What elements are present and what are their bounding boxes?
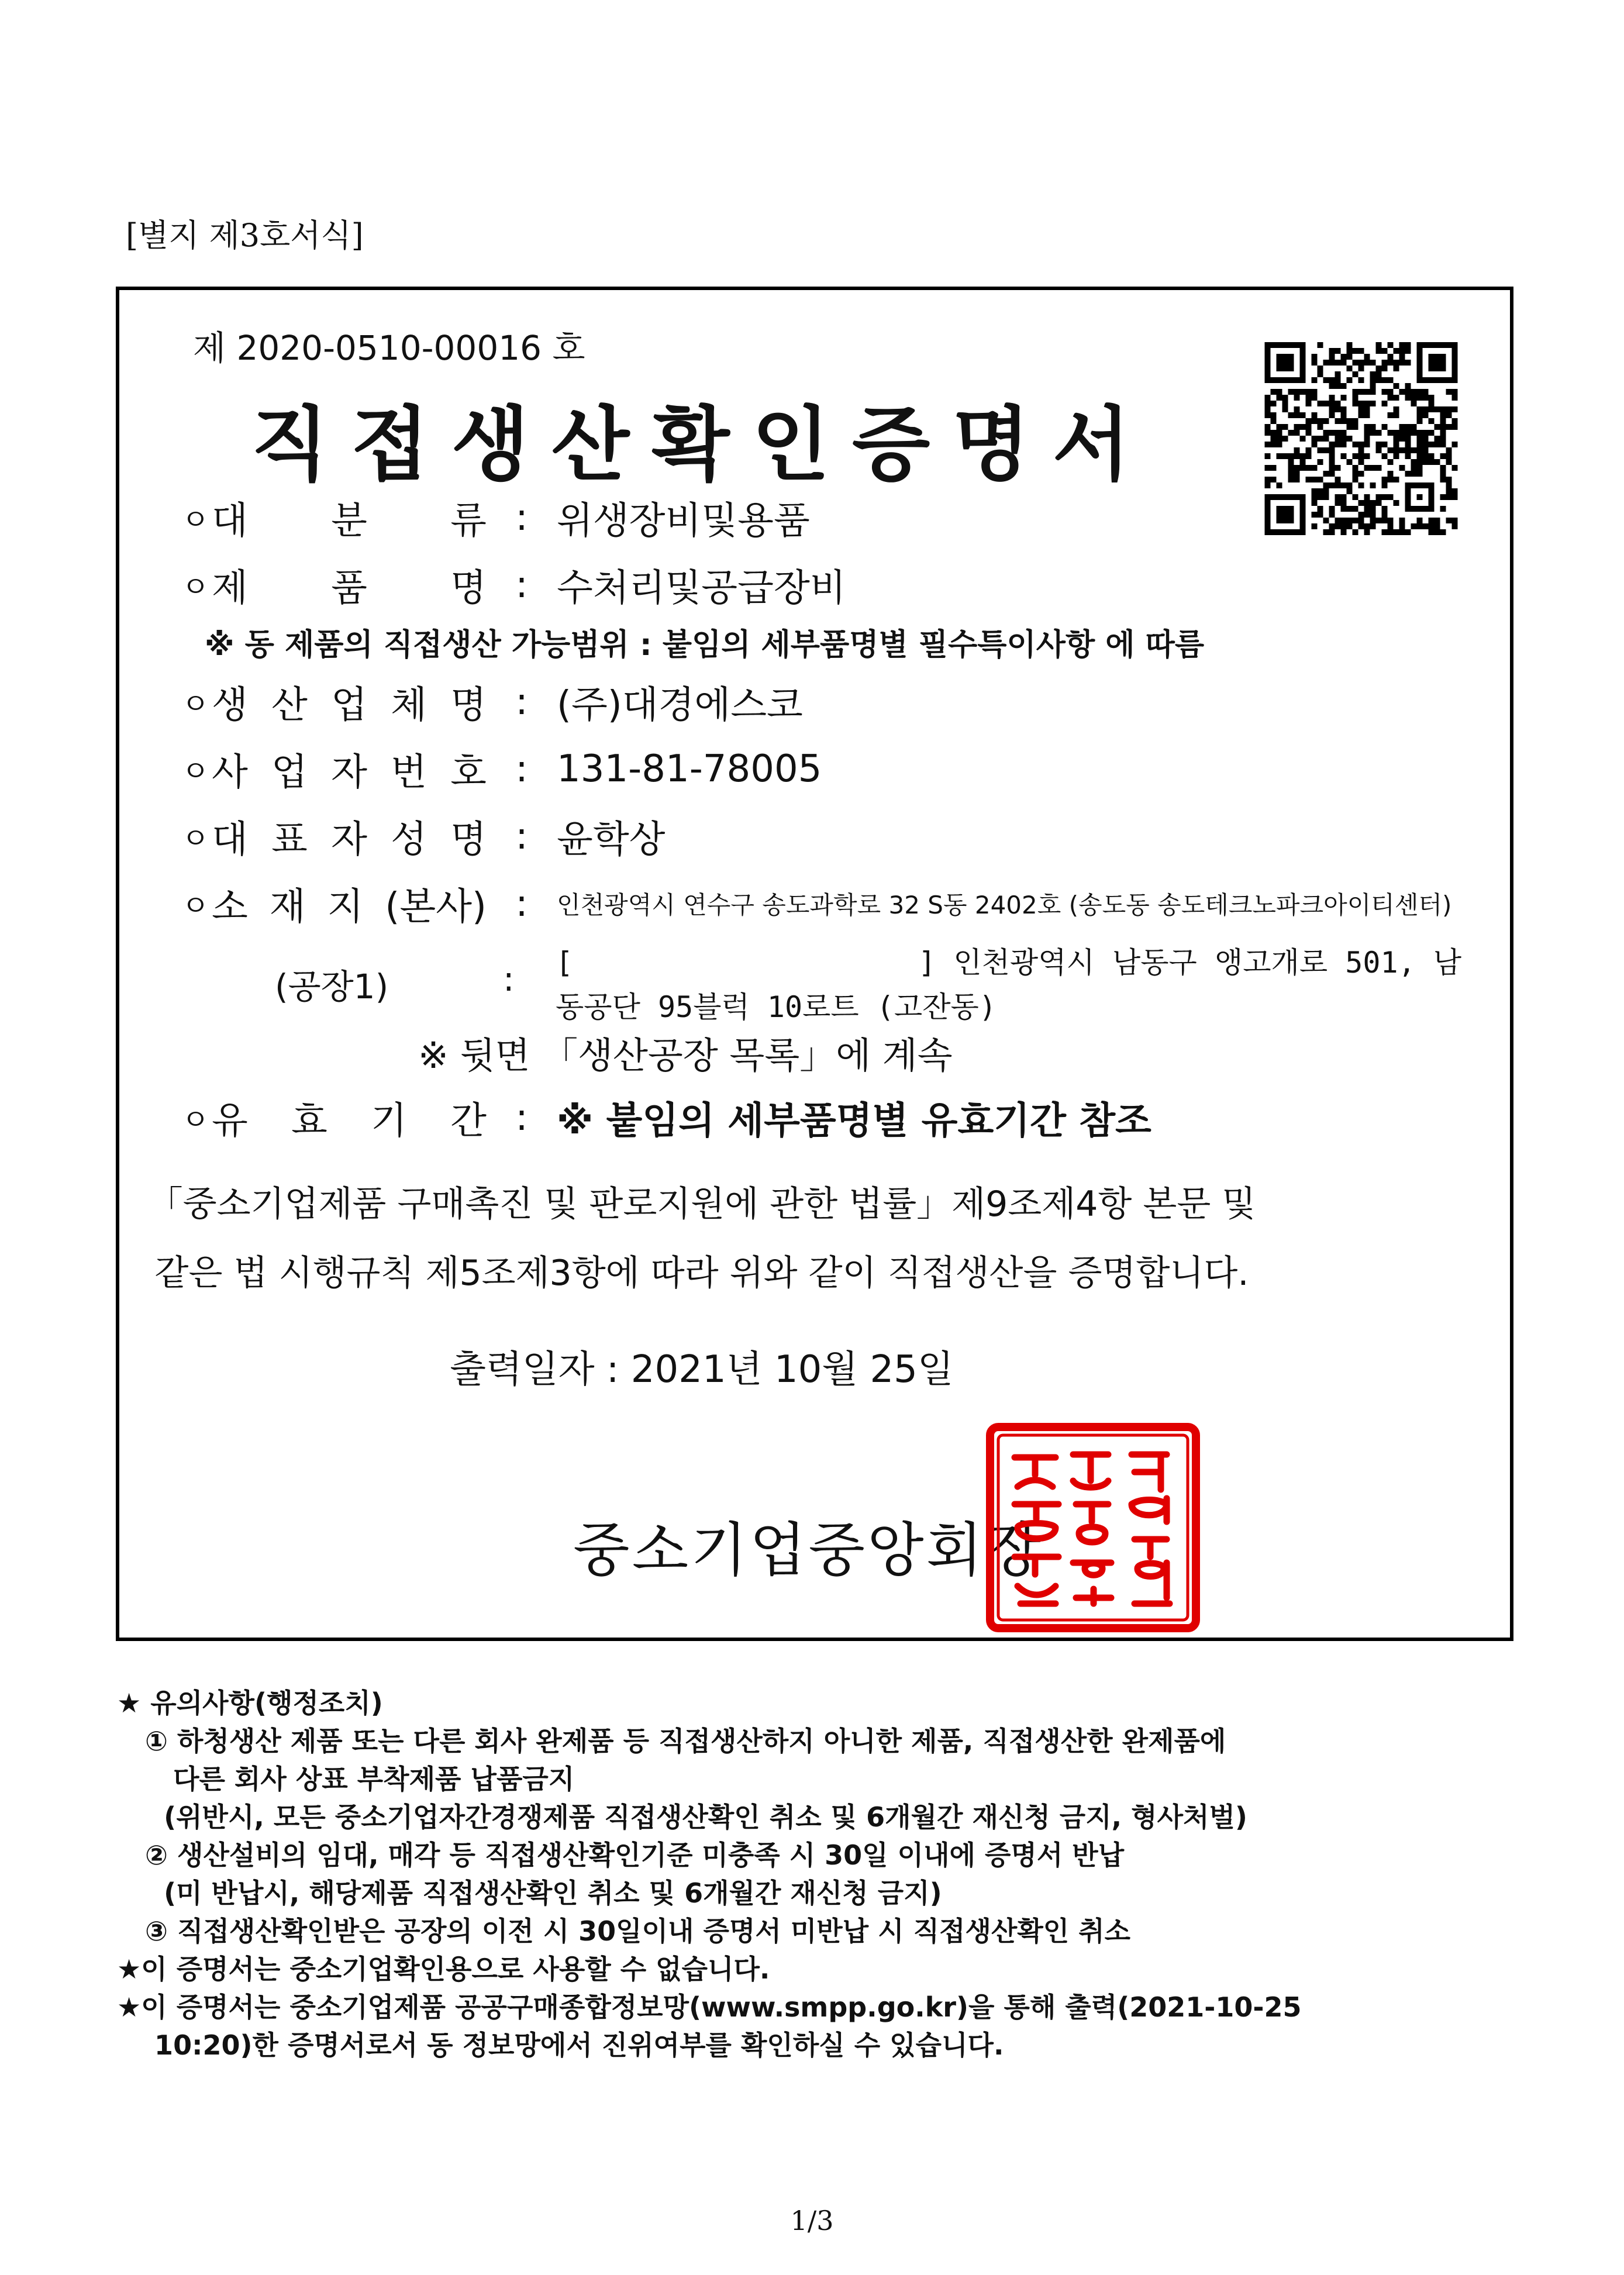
label-char: 업: [331, 684, 367, 727]
row-hq-address: [181, 877, 1451, 930]
row-bullet: ㅇ: [181, 889, 210, 923]
row-bullet: ㅇ: [181, 1103, 210, 1137]
notice-line: ★ 유의사항(행정조치): [117, 1687, 383, 1719]
row-company: [181, 675, 803, 728]
label-char: 품: [331, 567, 367, 610]
row-category: [181, 491, 810, 544]
factory-address-line1: 인천광역시 남동구 앵고개로 501, 남: [953, 946, 1462, 980]
row-colon: :: [515, 496, 528, 539]
row-product: [181, 559, 846, 611]
row-label: [212, 675, 487, 729]
label-char: 제: [212, 567, 248, 610]
row-colon: :: [515, 1096, 528, 1139]
notice-line: ① 하청생산 제품 또는 다른 회사 완제품 등 직접생산하지 아니한 제품, 직접생산한 완제품에: [117, 1725, 1226, 1757]
row-bullet: ㅇ: [181, 687, 210, 721]
notice-line: ② 생산설비의 임대, 매각 등 직접생산확인기준 미충족 시 30일 이내에 증명서 반납: [117, 1839, 1125, 1871]
factory-address: [556, 940, 1468, 1029]
notice-line: 10:20)한 증명서로서 동 정보망에서 진위여부를 확인하실 수 있습니다.: [117, 2029, 1004, 2061]
label-char: 지: [327, 885, 364, 929]
bracket-open: [: [556, 946, 574, 980]
official-seal: [985, 1422, 1201, 1633]
certificate-title: 직접생산확인증명서: [251, 398, 1153, 492]
factory-address-line2: 동공단 95블럭 10로트 (고잔동): [556, 990, 997, 1024]
label-char: 재: [269, 885, 306, 929]
category-value: 위생장비및용품: [557, 499, 810, 543]
label-char: 명: [450, 684, 487, 727]
ceo-value: 윤학상: [557, 818, 666, 861]
label-char: 사: [212, 751, 248, 794]
notice-line: ★이 증명서는 중소기업제품 공공구매종합정보망(www.smpp.go.kr)을 통해 출력(2021-10-25: [117, 1991, 1302, 2023]
notices: [117, 1684, 1532, 2064]
bracket-close: ]: [918, 946, 936, 980]
label-char: (본사): [385, 885, 487, 929]
row-bullet: ㅇ: [181, 503, 210, 537]
label-char: 자: [331, 818, 367, 861]
label-char: 생: [212, 684, 248, 727]
label-char: 분: [331, 499, 367, 543]
row-bullet: ㅇ: [181, 754, 210, 788]
notice-line: (미 반납시, 해당제품 직접생산확인 취소 및 6개월간 재신청 금지): [117, 1877, 942, 1909]
factory-colon: :: [503, 959, 515, 999]
company-value: (주)대경에스코: [557, 684, 803, 727]
label-char: 호: [450, 751, 487, 794]
row-ceo: [181, 810, 665, 863]
certification-statement: [0, 1170, 1404, 1308]
label-char: 산: [271, 684, 308, 727]
row-label: [212, 809, 487, 863]
page-number: 1/3: [790, 2205, 834, 2236]
label-char: 소: [212, 885, 248, 929]
validity-value: ※ 붙임의 세부품명별 유효기간 참조: [557, 1099, 1151, 1143]
row-label: [212, 558, 487, 612]
product-value: 수처리및공급장비: [557, 567, 846, 610]
label-char: 자: [331, 751, 367, 794]
continued-note: ※ 뒷면 「생산공장 목록」에 계속: [418, 1034, 953, 1077]
label-char: 대: [212, 818, 248, 861]
label-char: 기: [371, 1099, 407, 1143]
row-bullet: ㅇ: [181, 570, 210, 604]
label-char: 업: [271, 751, 308, 794]
label-char: 체: [391, 684, 427, 727]
label-char: 대: [212, 499, 248, 543]
label-char: 번: [391, 751, 427, 794]
notice-line: (위반시, 모든 중소기업자간경쟁제품 직접생산확인 취소 및 6개월간 재신청 금지, 형사처벌): [117, 1801, 1247, 1833]
row-label: [212, 491, 487, 544]
label-char: 효: [291, 1099, 327, 1143]
notice-line: ★이 증명서는 중소기업확인용으로 사용할 수 없습니다.: [117, 1953, 770, 1985]
notice-line: ③ 직접생산확인받은 공장의 이전 시 30일이내 증명서 미반납 시 직접생산확인 취소: [117, 1915, 1131, 1947]
row-colon: :: [515, 815, 528, 858]
factory-label: (공장1): [275, 967, 389, 1006]
label-char: 간: [450, 1099, 487, 1143]
certificate-number: 제 2020-0510-00016 호: [193, 328, 585, 368]
issuer-name: 중소기업중앙회장: [573, 1516, 1044, 1584]
row-label: [212, 877, 487, 930]
notice-line: 다른 회사 상표 부착제품 납품금지: [117, 1763, 575, 1795]
scope-note: ※ 동 제품의 직접생산 가능범위 : 붙임의 세부품명별 필수특이사항 에 따름: [205, 628, 1205, 663]
row-colon: :: [515, 882, 528, 925]
row-colon: :: [515, 747, 528, 791]
label-char: 표: [271, 818, 308, 861]
row-colon: :: [515, 680, 528, 723]
business-number-value: 131-81-78005: [557, 747, 822, 791]
hq-address-value: 인천광역시 연수구 송도과학로 32 S동 2402호 (송도동 송도테크노파크아이티센터): [557, 891, 1452, 919]
label-char: 성: [391, 818, 427, 861]
label-char: 명: [450, 818, 487, 861]
form-label: [별지 제3호서식]: [126, 217, 364, 254]
statement-line: 「중소기업제품 구매촉진 및 판로지원에 관한 법률」제9조제4항 본문 및: [147, 1184, 1256, 1225]
label-char: 유: [212, 1099, 248, 1143]
label-char: 류: [450, 499, 487, 543]
print-date: 출력일자 : 2021년 10월 25일: [450, 1348, 954, 1391]
qr-code[interactable]: [1263, 342, 1459, 535]
row-validity: [181, 1091, 1151, 1144]
row-bullet: ㅇ: [181, 822, 210, 856]
row-business-number: [181, 743, 822, 795]
row-colon: :: [515, 563, 528, 606]
statement-line: 같은 법 시행규칙 제5조제3항에 따라 위와 같이 직접생산을 증명합니다.: [154, 1253, 1249, 1294]
row-label: [212, 1091, 487, 1145]
row-label: [212, 742, 487, 796]
label-char: 명: [450, 567, 487, 610]
